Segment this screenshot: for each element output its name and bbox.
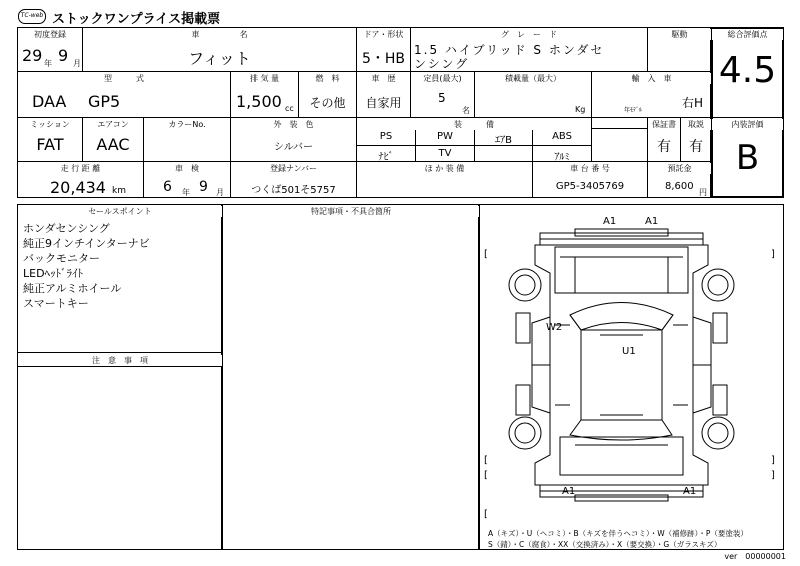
damage-legend — [488, 528, 748, 550]
special-notes-header: 特記事項・不具合箇所 — [223, 206, 479, 217]
import-header: 輸 入 車 — [592, 73, 711, 84]
caution-header: 注 意 事 項 — [18, 355, 222, 366]
equip-abs: ABS — [552, 131, 572, 142]
warranty-value: 有 — [657, 139, 671, 155]
door-shape-header: ドア・形状 — [357, 29, 410, 40]
capacity-header: 定員(最大) — [411, 73, 474, 84]
drive-header: 駆動 — [648, 29, 711, 40]
manual-value: 有 — [689, 139, 703, 155]
inspection-month-unit: 月 — [216, 188, 224, 197]
color-no-header: カラーNo. — [144, 119, 230, 130]
car-name: フィット — [188, 49, 251, 68]
load-header: 積載量（最大） — [475, 73, 591, 84]
logo: TC-web — [18, 9, 46, 24]
sales-point-item: ホンダセンシング — [23, 222, 110, 235]
interior-score-header: 内装評価 — [712, 119, 783, 130]
equip-alumi: ｱﾙﾐ — [554, 152, 570, 163]
inspection-year: 6 — [163, 179, 172, 195]
bracket: [ — [484, 249, 488, 260]
bracket: [ — [484, 470, 488, 481]
inspection-year-unit: 年 — [182, 188, 190, 197]
aircon-header: エアコン — [83, 119, 143, 130]
sales-point-item: 純正アルミホイール — [23, 282, 122, 295]
car-diagram — [480, 205, 783, 523]
special-notes-box — [222, 204, 479, 550]
kg-unit: Kg — [575, 105, 586, 114]
inspection-header: 車 検 — [144, 163, 230, 174]
km-unit: km — [112, 186, 126, 196]
sales-point-item: LEDﾍｯﾄﾞﾗｲﾄ — [23, 267, 84, 280]
year-unit: 年 — [44, 59, 52, 68]
month-unit: 月 — [73, 59, 81, 68]
sales-point-item: バックモニター — [23, 252, 100, 265]
mileage-value: 20,434 — [50, 178, 106, 197]
first-reg-header: 初度登録 — [18, 29, 82, 40]
model-code: GP5 — [88, 92, 121, 111]
other-equipment-header: ほ か 装 備 — [357, 163, 532, 174]
yen-unit: 円 — [699, 188, 707, 197]
bracket: ] — [771, 249, 775, 260]
sales-point-item: スマートキー — [23, 297, 89, 310]
person-unit: 名 — [462, 106, 470, 115]
exterior-color-header: 外 装 色 — [231, 119, 356, 130]
equip-tv: TV — [438, 148, 452, 159]
history-value: 自家用 — [365, 96, 402, 110]
recycle-value: 8,600 — [665, 181, 694, 192]
reg-number-header: 登録ナンバー — [231, 163, 356, 174]
equip-airbag: ｴｱB — [495, 135, 512, 146]
damage-mark: A1 — [603, 216, 617, 227]
sales-points-list — [23, 221, 150, 311]
damage-mark: U1 — [622, 346, 636, 357]
first-reg-year: 29 — [22, 46, 43, 65]
chassis-value: GP5-3405769 — [555, 181, 625, 192]
equip-ps: PS — [379, 131, 393, 142]
car-name-header: 車 名 — [83, 29, 356, 40]
displacement-value: 1,500 — [236, 92, 282, 111]
page-title: ストックワンプライス掲載票 — [52, 12, 221, 27]
capacity-value: 5 — [438, 91, 446, 105]
damage-mark: A1 — [645, 216, 659, 227]
damage-mark: A1 — [683, 486, 697, 497]
legend-line: S（錆）・C（腐食）・XX（交換済み）・X（要交換）・G（ガラスキズ） — [488, 540, 722, 549]
model-prefix: DAA — [32, 92, 67, 111]
version-label: ver 00000001 — [724, 552, 786, 561]
bracket: [ — [484, 509, 488, 520]
steering-value: 右H — [682, 96, 704, 110]
overall-score: 4.5 — [718, 50, 777, 91]
mission-value: FAT — [36, 135, 64, 154]
equip-pw: PW — [437, 131, 453, 142]
sales-points-header: セールスポイント — [18, 206, 222, 217]
legend-line: A（キズ）・U（ヘコミ）・B（キズを伴うヘコミ）・W（補修跡）・P（要塗装） — [488, 529, 748, 538]
sales-point-item: 純正9インチインターナビ — [23, 237, 150, 250]
bracket: ] — [771, 455, 775, 466]
year-model-unit: 年ﾓﾃﾞﾙ — [624, 107, 643, 114]
mileage-header: 走 行 距 離 — [18, 163, 143, 174]
bracket: ] — [771, 470, 775, 481]
interior-score: B — [735, 138, 760, 178]
manual-header: 取説 — [681, 119, 711, 130]
door-shape: 5・HB — [361, 51, 406, 67]
mission-header: ミッション — [18, 119, 82, 130]
damage-mark: W2 — [546, 322, 563, 333]
warranty-header: 保証書 — [648, 119, 680, 130]
reg-number-value: つくば501そ5757 — [251, 185, 336, 196]
overall-score-header: 総合評価点 — [712, 29, 783, 40]
aircon-value: AAC — [96, 135, 130, 154]
damage-mark: A1 — [562, 486, 576, 497]
model-header: 型 式 — [18, 73, 230, 84]
fuel-header: 燃 料 — [299, 73, 356, 84]
cc-unit: cc — [285, 104, 294, 113]
grade-line-1: 1.5 ハイブリッド S ホンダセ — [414, 43, 605, 57]
recycle-header: 預託金 — [648, 163, 711, 174]
equip-navi: ﾅﾋﾞ — [378, 152, 394, 163]
inspection-month: 9 — [199, 179, 208, 195]
displacement-header: 排 気 量 — [231, 73, 298, 84]
bracket: [ — [484, 455, 488, 466]
grade-line-2: ンシング — [414, 57, 470, 71]
grade-header: グ レ ー ド — [411, 29, 647, 40]
fuel-value: その他 — [309, 96, 346, 110]
chassis-header: 車 台 番 号 — [533, 163, 647, 174]
history-header: 車 歴 — [357, 73, 410, 84]
equipment-header: 装 備 — [357, 119, 591, 130]
exterior-color-value: シルバー — [273, 142, 314, 153]
first-reg-month: 9 — [58, 46, 69, 65]
